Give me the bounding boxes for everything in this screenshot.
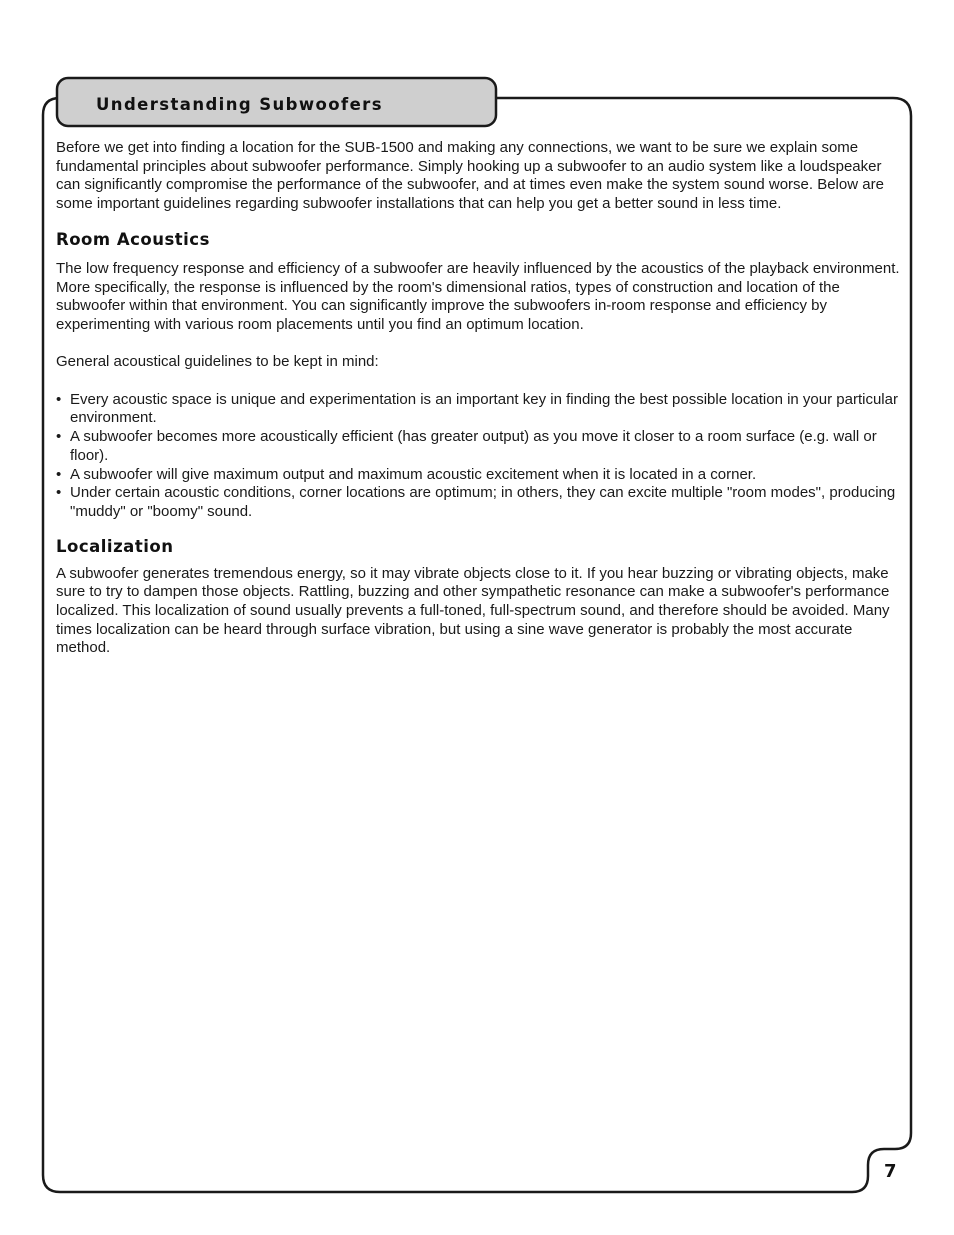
page-title: Understanding Subwoofers [96,94,383,114]
main-content [56,139,902,658]
guidelines-intro: General acoustical guidelines to be kept in mind: [56,353,379,371]
bullet-icon: • [56,465,62,483]
list-item-text: A subwoofer will give maximum output and maximum acoustic excitement when it is located in a corner. [70,465,757,483]
intro-paragraph: Before we get into finding a location for the SUB-1500 and making any connections, we want to be sure we explain some fundamental principles about subwoofer performance. Simply hooking up a subwoofer to an audio system like a loudspeaker can significantly compromise the performance of the subwoofer, and at times even make the system sound worse. Below are some important guidelines regarding subwoofer installations that can help you get a better sound in less time. [56,139,884,213]
localization-paragraph: A subwoofer generates tremendous energy, so it may vibrate objects close to it. If you hear buzzing or vibrating objects, make sure to try to dampen those objects. Rattling, buzzing and other sympathetic resonance can make a subwoofer's performance localized. This localization of sound usually prevents a full-toned, full-spectrum sound, and therefore should be avoided. Many times localization can be heard through surface vibration, but using a sine wave generator is probably the most accurate method. [56,564,890,657]
list-item [56,466,902,485]
page-number: 7 [884,1161,897,1182]
bullet-icon: • [56,390,62,408]
room-acoustics-heading: Room Acoustics [56,229,210,249]
guidelines-list [56,391,902,522]
bullet-icon: • [56,428,62,446]
title-tab [58,78,494,124]
bullet-icon: • [56,484,62,502]
list-item-text: Every acoustic space is unique and experimentation is an important key in finding the best possible location in your particular environment. [70,390,898,427]
list-item [56,428,902,465]
room-acoustics-paragraph: The low frequency response and efficiency of a subwoofer are heavily influenced by the acoustics of the playback environment. More specifically, the response is influenced by the room's dimensional ratios, types of construction and location of the subwoofer within that environment. You can significantly improve the subwoofers in-room response and efficiency by experimenting with various room placements until you find an optimum location. [56,259,900,333]
list-item-text: A subwoofer becomes more acoustically efficient (has greater output) as you move it closer to a room surface (e.g. wall or floor). [70,428,877,464]
localization-heading: Localization [56,536,174,556]
list-item [56,484,902,521]
list-item [56,391,902,428]
list-item-text: Under certain acoustic conditions, corner locations are optimum; in others, they can excite multiple "room modes", producing "muddy" or "boomy" sound. [70,484,896,520]
